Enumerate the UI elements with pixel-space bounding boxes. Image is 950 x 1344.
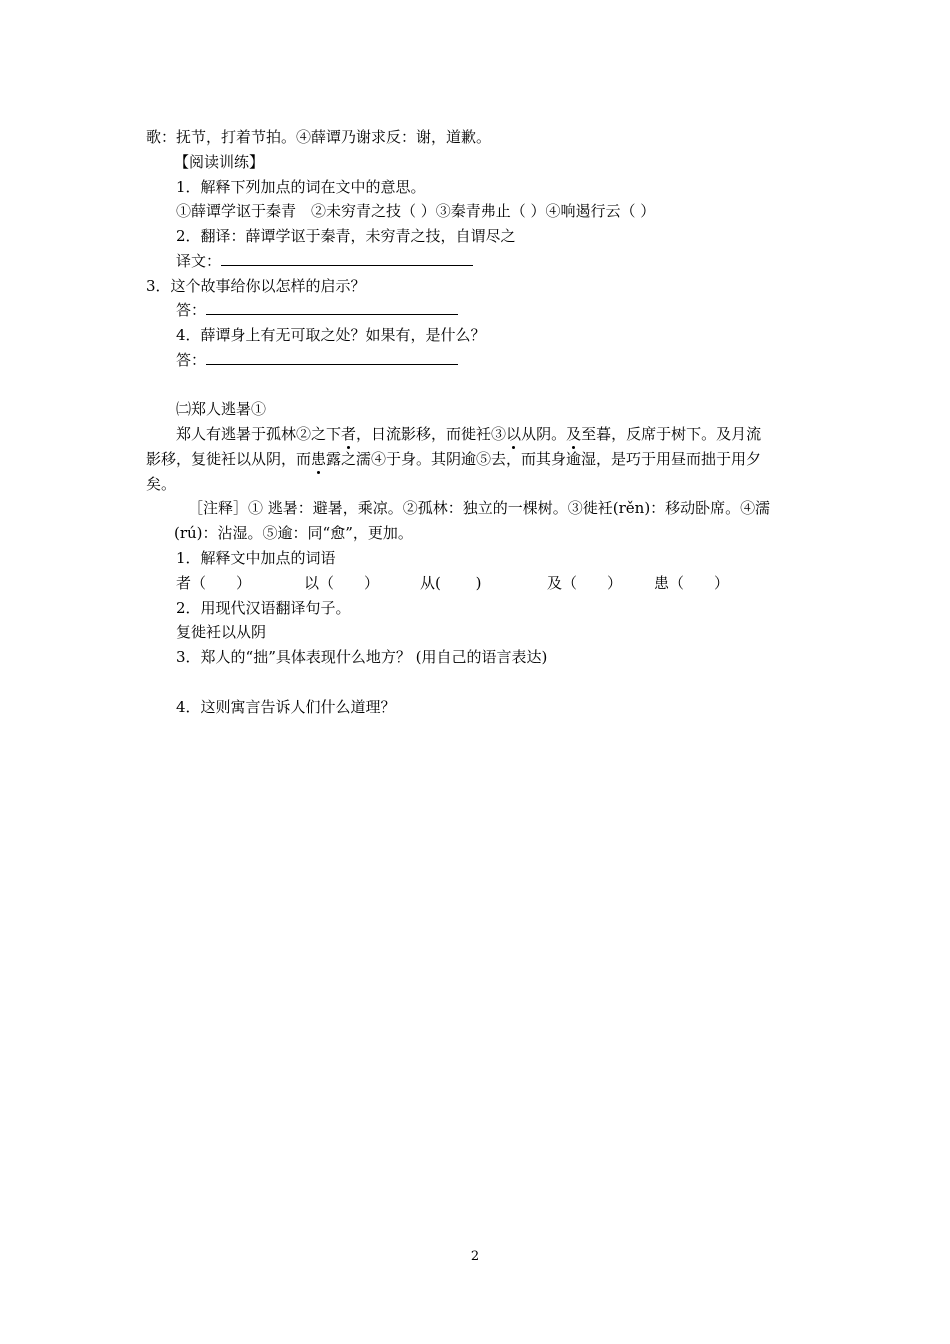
continuation-line: 歌：抚节，打着节拍。④薛谭乃谢求反：谢，道歉。 <box>146 128 492 146</box>
question-4-answer <box>176 350 458 370</box>
question-1: 1．解释下列加点的词在文中的意思。 <box>176 178 426 196</box>
story-question-3: 3．郑人的“拙”具体表现什么地方？ (用自己的语言表达) <box>176 648 548 666</box>
dotted-word-ji: 及 <box>566 425 582 443</box>
answer-blank[interactable] <box>206 350 458 365</box>
answer-label: 答： <box>176 301 207 319</box>
story-question-2-sentence: 复徙衽以从阴 <box>176 623 267 641</box>
question-2: 2．翻译：薛谭学讴于秦青，未穷青之技，自谓尽之 <box>176 227 516 245</box>
dotted-word-huan: 患 <box>311 450 327 468</box>
story-paragraph-line-2 <box>146 449 761 469</box>
question-2-answer <box>176 251 473 271</box>
answer-blank[interactable] <box>206 300 458 315</box>
annotation-line-1: ［注释］① 逃暑：避暑，乘凉。②孤林：独立的一棵树。③徙衽(rěn)：移动卧席。④濡 <box>188 499 771 517</box>
story-paragraph-line-3: 矣。 <box>146 475 177 493</box>
story-paragraph-line-1 <box>176 424 761 444</box>
term-cong: 从( ) <box>420 574 482 592</box>
story-question-4: 4．这则寓言告诉人们什么道理？ <box>176 698 396 716</box>
text-run: 影移，复徙衽以从阴，而 <box>146 450 312 468</box>
dotted-word-yi: 以 <box>506 425 522 443</box>
question-3-answer <box>176 300 458 320</box>
story-question-1-terms <box>176 573 776 593</box>
text-run: 从阴。 <box>521 425 567 443</box>
text-run: 露之濡④于身。其阴逾⑤去，而其身逾湿，是巧于用昼而拙于用夕 <box>326 450 762 468</box>
section-heading-reading-practice: 【阅读训练】 <box>174 153 265 171</box>
story-question-1: 1．解释文中加点的词语 <box>176 549 336 567</box>
question-1-items: ①薛谭学讴于秦青 ②未穷青之技（ ）③秦青弗止（ ）④响遏行云（ ） <box>176 202 656 220</box>
term-yi: 以（ ） <box>304 574 380 592</box>
term-zhe: 者（ ） <box>176 574 252 592</box>
answer-label: 答： <box>176 351 207 369</box>
annotation-line-2: (rú)：沾湿。⑤逾：同“愈”，更加。 <box>174 524 413 542</box>
question-4: 4．薛谭身上有无可取之处？如果有，是什么？ <box>176 326 486 344</box>
page-number: 2 <box>470 1249 480 1264</box>
text-run: ，日流影移，而徙衽③ <box>356 425 507 443</box>
term-ji: 及（ ） <box>547 574 623 592</box>
answer-blank[interactable] <box>221 251 473 266</box>
dotted-word-zhe: 者 <box>341 425 357 443</box>
question-3: 3．这个故事给你以怎样的启示？ <box>146 277 366 295</box>
term-huan: 患（ ） <box>654 574 730 592</box>
answer-label: 译文： <box>176 252 222 270</box>
text-run: 至暮，反席于树下。及月流 <box>581 425 762 443</box>
story-question-2: 2．用现代汉语翻译句子。 <box>176 599 351 617</box>
story-title: ㈡郑人逃暑① <box>176 400 267 418</box>
text-run: 郑人有逃暑于孤林②之下 <box>176 425 342 443</box>
